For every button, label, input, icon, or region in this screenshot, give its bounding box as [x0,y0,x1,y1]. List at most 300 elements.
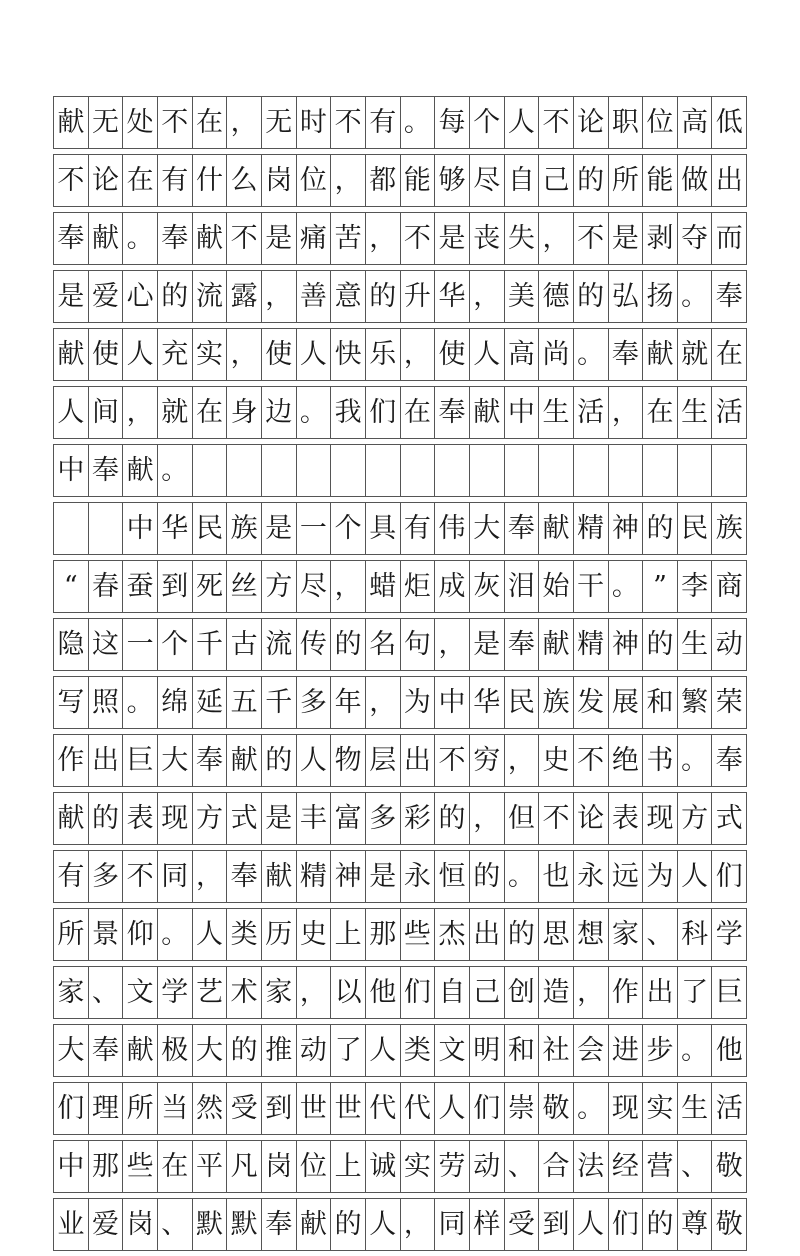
grid-cell: 造 [539,967,574,1018]
grid-cell: 尽 [470,155,505,206]
grid-cell: 个 [470,97,505,148]
grid-cell: 献 [227,735,262,786]
grid-cell: 在 [158,1141,193,1192]
grid-cell [539,445,574,496]
grid-cell: 多 [89,851,124,902]
grid-cell: 奉 [89,1025,124,1076]
grid-cell: 些 [123,1141,158,1192]
grid-cell [574,445,609,496]
grid-cell: 中 [54,1141,89,1192]
grid-cell: 在 [193,387,228,438]
grid-cell: 上 [331,909,366,960]
grid-cell: 理 [89,1083,124,1134]
grid-cell: 奉 [435,387,470,438]
grid-cell: ， [227,97,262,148]
grid-cell: 同 [158,851,193,902]
grid-cell: 奉 [54,213,89,264]
grid-cell: 奉 [712,271,747,322]
grid-cell: 中 [54,445,89,496]
grid-cell: 、 [678,1141,713,1192]
grid-cell: ， [366,677,401,728]
grid-cell: 苦 [331,213,366,264]
grid-cell: 的 [643,503,678,554]
grid-cell: 有 [366,97,401,148]
grid-cell: 大 [158,735,193,786]
grid-cell: 献 [54,97,89,148]
grid-cell: 炬 [401,561,436,612]
grid-cell: 。 [678,271,713,322]
grid-cell: 是 [262,213,297,264]
grid-cell: 和 [643,677,678,728]
grid-cell: 。 [123,213,158,264]
grid-cell [643,445,678,496]
grid-cell: 思 [539,909,574,960]
grid-cell: 成 [435,561,470,612]
grid-cell: 业 [54,1199,89,1250]
grid-cell: 在 [712,329,747,380]
grid-cell: 不 [574,735,609,786]
grid-cell: 、 [505,1141,540,1192]
grid-row [53,618,747,671]
grid-row [53,1024,747,1077]
grid-cell: 永 [401,851,436,902]
grid-cell: 奉 [158,213,193,264]
grid-cell: 中 [435,677,470,728]
grid-cell: 始 [539,561,574,612]
grid-cell: 生 [678,1083,713,1134]
grid-cell: 有 [54,851,89,902]
grid-cell: 剥 [643,213,678,264]
grid-cell: 民 [678,503,713,554]
grid-cell: 不 [54,155,89,206]
grid-cell: 为 [643,851,678,902]
grid-cell: 己 [539,155,574,206]
grid-cell: 会 [574,1025,609,1076]
grid-cell: 献 [123,1025,158,1076]
grid-cell: 样 [470,1199,505,1250]
grid-cell: 所 [123,1083,158,1134]
grid-cell [54,503,89,554]
grid-cell: 奉 [193,735,228,786]
grid-row [53,1140,747,1193]
grid-cell: 所 [54,909,89,960]
grid-cell: 使 [89,329,124,380]
grid-cell: 神 [609,503,644,554]
grid-cell: 杰 [435,909,470,960]
grid-cell: 所 [609,155,644,206]
grid-cell: 做 [678,155,713,206]
grid-cell: 了 [678,967,713,1018]
grid-cell: 春 [89,561,124,612]
grid-cell: 。 [609,561,644,612]
grid-cell: 够 [435,155,470,206]
grid-cell: “ [54,561,89,612]
grid-cell: 不 [227,213,262,264]
grid-cell: 精 [297,851,332,902]
grid-cell: 尚 [539,329,574,380]
grid-cell: 献 [539,503,574,554]
grid-cell: 。 [574,329,609,380]
grid-cell: 推 [262,1025,297,1076]
grid-cell: 那 [366,909,401,960]
grid-cell: 创 [505,967,540,1018]
grid-cell: ” [643,561,678,612]
grid-cell: 商 [712,561,747,612]
grid-cell: 作 [609,967,644,1018]
grid-row [53,386,747,439]
grid-cell: 出 [470,909,505,960]
grid-cell: 。 [678,735,713,786]
grid-cell: 方 [193,793,228,844]
grid-cell: 家 [54,967,89,1018]
grid-cell: 奉 [89,445,124,496]
grid-cell: 弘 [609,271,644,322]
grid-cell: 类 [227,909,262,960]
grid-cell: 们 [401,967,436,1018]
grid-cell: 想 [574,909,609,960]
grid-cell: 一 [123,619,158,670]
grid-cell: 族 [712,503,747,554]
grid-cell: 泪 [505,561,540,612]
grid-cell: 的 [158,271,193,322]
grid-cell: 千 [262,677,297,728]
grid-cell [712,445,747,496]
grid-cell: 进 [609,1025,644,1076]
grid-cell: 动 [470,1141,505,1192]
grid-cell: 实 [193,329,228,380]
grid-cell [470,445,505,496]
grid-cell: 他 [366,967,401,1018]
grid-cell [609,445,644,496]
grid-cell: 人 [297,735,332,786]
grid-cell: 献 [539,619,574,670]
grid-cell: ， [331,155,366,206]
grid-cell: 献 [262,851,297,902]
grid-cell: 中 [123,503,158,554]
grid-cell: 活 [574,387,609,438]
grid-cell: 心 [123,271,158,322]
grid-cell: 类 [401,1025,436,1076]
grid-cell: 献 [89,213,124,264]
grid-cell: 的 [643,1199,678,1250]
grid-cell: 升 [401,271,436,322]
grid-cell: ， [435,619,470,670]
grid-cell: 年 [331,677,366,728]
grid-cell: 。 [123,677,158,728]
grid-cell: 名 [366,619,401,670]
grid-cell: 是 [366,851,401,902]
grid-row [53,734,747,787]
grid-cell: 劳 [435,1141,470,1192]
grid-cell: 彩 [401,793,436,844]
grid-cell: 论 [574,97,609,148]
grid-cell: 华 [470,677,505,728]
grid-cell: 不 [123,851,158,902]
grid-cell: 尽 [297,561,332,612]
grid-cell: 民 [505,677,540,728]
grid-cell: 有 [158,155,193,206]
grid-cell: 。 [297,387,332,438]
grid-cell: 流 [262,619,297,670]
grid-cell: 使 [262,329,297,380]
grid-cell: 经 [609,1141,644,1192]
grid-cell: 巨 [712,967,747,1018]
grid-cell: 都 [366,155,401,206]
grid-cell: 他 [712,1025,747,1076]
grid-cell: 出 [89,735,124,786]
grid-cell: 每 [435,97,470,148]
grid-cell: 景 [89,909,124,960]
grid-cell: 式 [227,793,262,844]
grid-cell: 间 [89,387,124,438]
grid-cell: 人 [574,1199,609,1250]
grid-cell: 处 [123,97,158,148]
grid-cell: 己 [470,967,505,1018]
grid-cell: 不 [539,97,574,148]
grid-cell: 位 [297,155,332,206]
grid-cell: 展 [609,677,644,728]
grid-cell: ， [366,213,401,264]
grid-cell [331,445,366,496]
grid-cell: 史 [539,735,574,786]
grid-cell: 在 [193,97,228,148]
grid-cell: ， [401,1199,436,1250]
grid-cell: 历 [262,909,297,960]
grid-cell: 献 [297,1199,332,1250]
grid-cell: 们 [470,1083,505,1134]
grid-cell: 使 [435,329,470,380]
grid-cell: 同 [435,1199,470,1250]
grid-cell: 受 [227,1083,262,1134]
grid-cell: 明 [470,1025,505,1076]
grid-cell: 不 [158,97,193,148]
grid-cell: 、 [89,967,124,1018]
grid-cell: 代 [401,1083,436,1134]
grid-cell: 的 [574,271,609,322]
grid-cell: 的 [89,793,124,844]
grid-cell: 平 [193,1141,228,1192]
grid-cell: 大 [193,1025,228,1076]
grid-cell: 能 [643,155,678,206]
grid-cell: ， [227,329,262,380]
grid-cell: 在 [401,387,436,438]
grid-cell: 神 [609,619,644,670]
grid-cell: ， [297,967,332,1018]
grid-cell: 发 [574,677,609,728]
grid-cell: 人 [123,329,158,380]
grid-cell: 。 [505,851,540,902]
grid-cell: 术 [227,967,262,1018]
grid-cell: 个 [158,619,193,670]
grid-cell [366,445,401,496]
grid-cell: 受 [505,1199,540,1250]
grid-cell: 就 [678,329,713,380]
grid-cell: 精 [574,619,609,670]
grid-cell: 活 [712,387,747,438]
grid-cell: 高 [678,97,713,148]
grid-cell: 露 [227,271,262,322]
grid-cell: 代 [366,1083,401,1134]
grid-cell [262,445,297,496]
grid-cell: 世 [331,1083,366,1134]
grid-cell: 的 [505,909,540,960]
grid-cell: 是 [54,271,89,322]
grid-cell: 上 [331,1141,366,1192]
grid-cell: 乐 [366,329,401,380]
grid-cell: 千 [193,619,228,670]
grid-cell: 一 [297,503,332,554]
grid-cell: 论 [89,155,124,206]
grid-cell: 们 [712,851,747,902]
grid-cell: 爱 [89,1199,124,1250]
grid-cell: 生 [678,387,713,438]
grid-cell: 死 [193,561,228,612]
grid-cell: 实 [401,1141,436,1192]
grid-cell: 而 [712,213,747,264]
grid-cell: 到 [539,1199,574,1250]
grid-cell: 民 [193,503,228,554]
grid-cell: 失 [505,213,540,264]
grid-cell: 献 [643,329,678,380]
grid-cell: 么 [227,155,262,206]
grid-row [53,328,747,381]
grid-cell: ， [470,271,505,322]
grid-cell: 华 [435,271,470,322]
grid-cell: 以 [331,967,366,1018]
grid-cell: 不 [401,213,436,264]
grid-cell: 的 [643,619,678,670]
grid-cell: 人 [435,1083,470,1134]
grid-cell: ， [193,851,228,902]
grid-cell: 人 [470,329,505,380]
grid-cell: 远 [609,851,644,902]
grid-cell: 扬 [643,271,678,322]
grid-cell: 艺 [193,967,228,1018]
grid-cell: 生 [539,387,574,438]
grid-cell: 动 [297,1025,332,1076]
grid-cell: 能 [401,155,436,206]
grid-cell: 的 [366,271,401,322]
grid-cell: 仰 [123,909,158,960]
grid-cell: 现 [158,793,193,844]
grid-cell: 的 [574,155,609,206]
grid-cell: 是 [470,619,505,670]
grid-cell: 尊 [678,1199,713,1250]
grid-cell: 岗 [123,1199,158,1250]
grid-cell: ， [123,387,158,438]
grid-cell: 史 [297,909,332,960]
grid-cell: 层 [366,735,401,786]
grid-cell: 营 [643,1141,678,1192]
grid-row [53,444,747,497]
grid-cell: 了 [331,1025,366,1076]
grid-cell: 献 [54,793,89,844]
grid-cell: 的 [435,793,470,844]
grid-cell: 什 [193,155,228,206]
grid-cell: 写 [54,677,89,728]
grid-cell: ， [609,387,644,438]
grid-cell: 荣 [712,677,747,728]
grid-cell: 低 [712,97,747,148]
grid-cell: 方 [262,561,297,612]
grid-cell: 世 [297,1083,332,1134]
grid-cell [193,445,228,496]
grid-cell: 家 [609,909,644,960]
grid-row [53,908,747,961]
grid-cell: 人 [505,97,540,148]
grid-cell: 绵 [158,677,193,728]
grid-cell: 们 [366,387,401,438]
grid-cell: 身 [227,387,262,438]
grid-cell: ， [574,967,609,1018]
grid-cell: 多 [366,793,401,844]
grid-row [53,1198,747,1251]
grid-cell: 善 [297,271,332,322]
grid-cell: 法 [574,1141,609,1192]
grid-cell: 我 [331,387,366,438]
grid-cell: 时 [297,97,332,148]
grid-cell: 式 [712,793,747,844]
grid-cell: 然 [193,1083,228,1134]
grid-row [53,270,747,323]
grid-cell [227,445,262,496]
grid-cell: 的 [470,851,505,902]
grid-cell: 步 [643,1025,678,1076]
grid-cell: 意 [331,271,366,322]
grid-cell [435,445,470,496]
grid-cell: 就 [158,387,193,438]
grid-cell: 、 [158,1199,193,1250]
grid-cell: 位 [297,1141,332,1192]
grid-cell: 流 [193,271,228,322]
grid-cell: ， [262,271,297,322]
grid-cell: 实 [643,1083,678,1134]
grid-cell: 蚕 [123,561,158,612]
grid-cell: 奉 [712,735,747,786]
grid-cell: 方 [678,793,713,844]
grid-row [53,502,747,555]
grid-cell: 自 [505,155,540,206]
grid-cell: 蜡 [366,561,401,612]
grid-cell: 的 [262,735,297,786]
grid-row [53,676,747,729]
grid-cell: 奉 [227,851,262,902]
grid-cell: 的 [331,1199,366,1250]
grid-cell: 是 [262,793,297,844]
grid-cell: 位 [643,97,678,148]
grid-cell: 敬 [539,1083,574,1134]
grid-cell: 。 [158,445,193,496]
grid-cell: 族 [539,677,574,728]
grid-cell [678,445,713,496]
grid-cell: 学 [158,967,193,1018]
grid-cell: 是 [262,503,297,554]
grid-cell: 在 [123,155,158,206]
grid-cell: 神 [331,851,366,902]
grid-cell: 丝 [227,561,262,612]
grid-cell: 奉 [505,503,540,554]
grid-cell: 穷 [470,735,505,786]
grid-cell: 活 [712,1083,747,1134]
grid-cell: 不 [435,735,470,786]
grid-cell: 无 [89,97,124,148]
grid-cell: 人 [366,1025,401,1076]
grid-cell: 文 [123,967,158,1018]
grid-cell: 学 [712,909,747,960]
grid-cell: 。 [574,1083,609,1134]
grid-cell: 李 [678,561,713,612]
grid-cell: 自 [435,967,470,1018]
